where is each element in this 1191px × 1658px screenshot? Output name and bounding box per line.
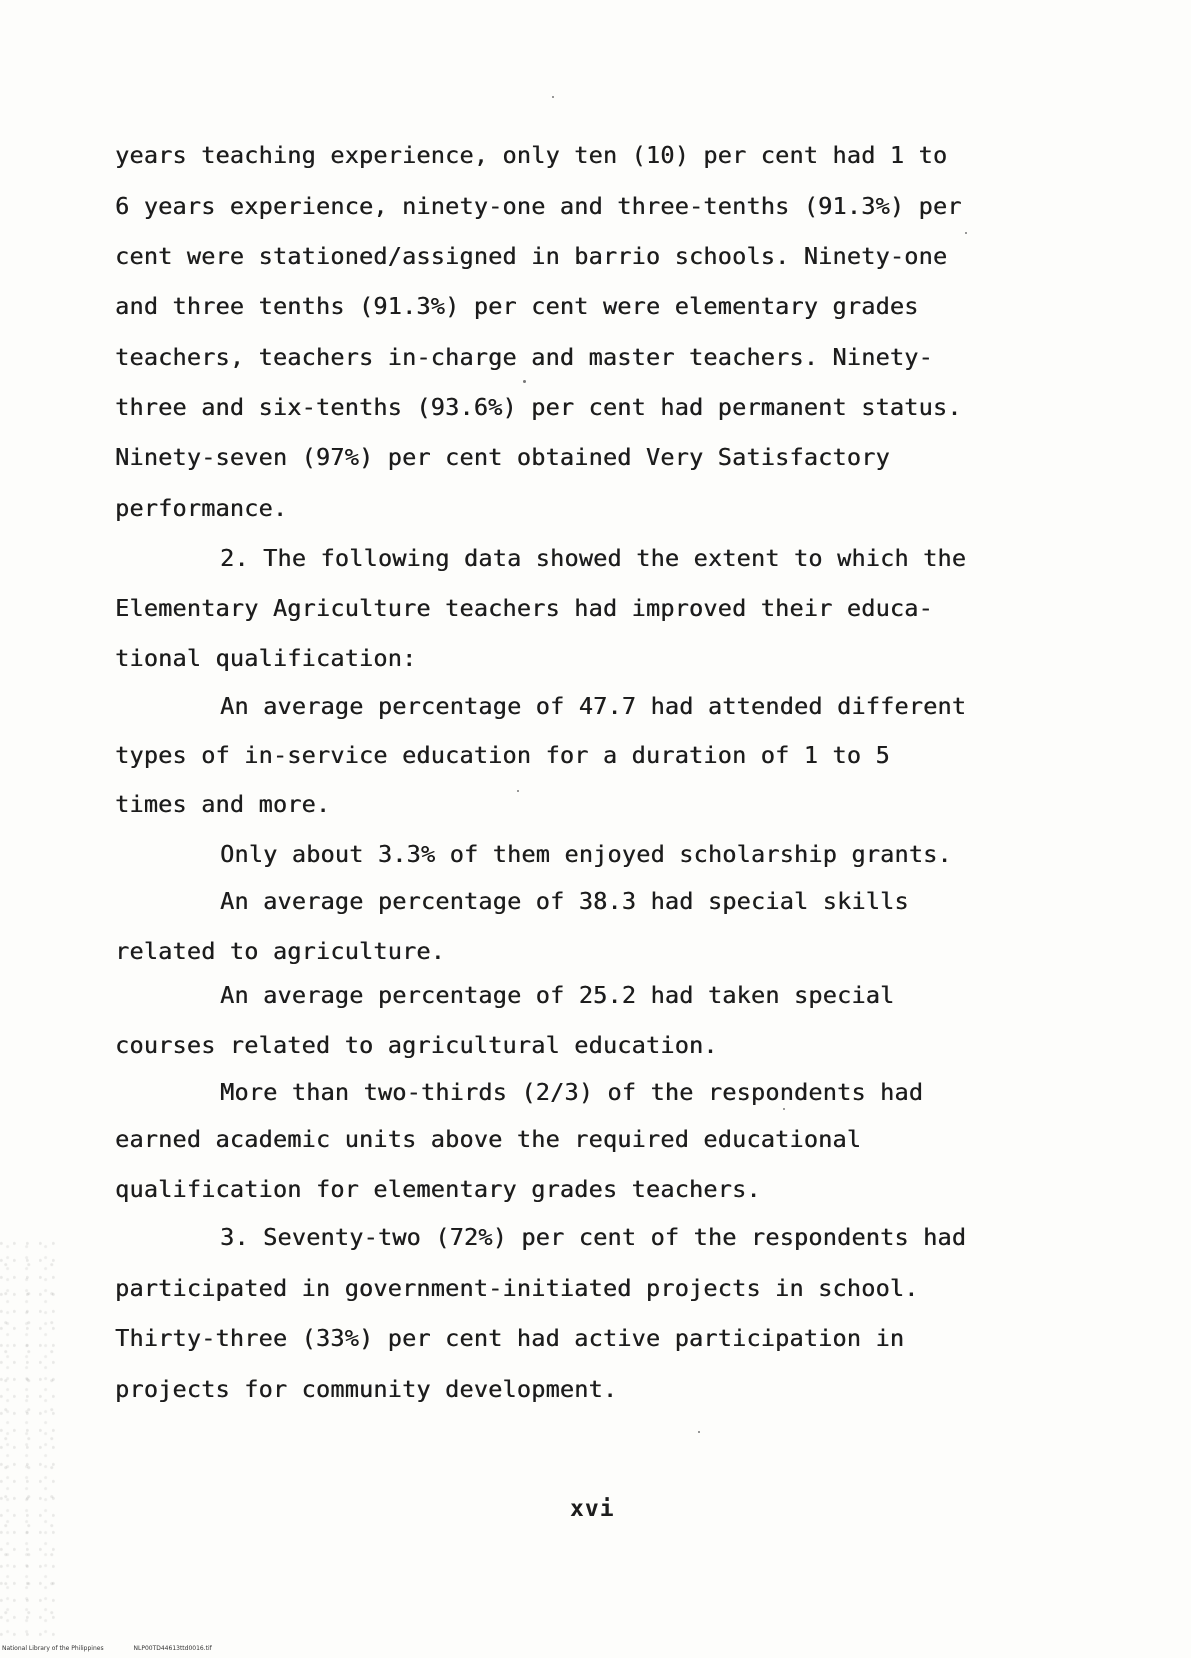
text-line: More than two-thirds (2/3) of the respondents had — [220, 1078, 924, 1106]
text-line: earned academic units above the required educational — [115, 1125, 862, 1153]
text-line: projects for community development. — [115, 1375, 618, 1403]
text-line: times and more. — [115, 790, 331, 818]
page-number: xvi — [570, 1496, 615, 1522]
text-line: performance. — [115, 494, 288, 522]
scan-speck — [783, 1108, 785, 1110]
text-line: Only about 3.3% of them enjoyed scholarship grants. — [220, 840, 952, 868]
text-line: years teaching experience, only ten (10) per cent had 1 to — [115, 141, 948, 169]
scan-speck — [965, 232, 967, 234]
text-line: Thirty-three (33%) per cent had active participation in — [115, 1324, 905, 1352]
text-line: three and six-tenths (93.6%) per cent had permanent status. — [115, 393, 962, 421]
text-line: An average percentage of 47.7 had attended different — [220, 692, 967, 720]
footer-file-id: NLP00TD44613ttd0016.tif — [133, 1645, 212, 1652]
text-line: and three tenths (91.3%) per cent were elementary grades — [115, 292, 919, 320]
text-line: related to agriculture. — [115, 937, 446, 965]
footer-library: National Library of the Philippines — [2, 1645, 104, 1652]
text-line: 2. The following data showed the extent to which the — [220, 544, 967, 572]
text-line: participated in government-initiated projects in school. — [115, 1274, 919, 1302]
text-line: tional qualification: — [115, 644, 417, 672]
text-line: 3. Seventy-two (72%) per cent of the respondents had — [220, 1223, 967, 1251]
text-line: An average percentage of 25.2 had taken special — [220, 981, 895, 1009]
scan-speck — [698, 1431, 700, 1433]
text-line: qualification for elementary grades teachers. — [115, 1175, 761, 1203]
scan-speck — [517, 790, 519, 792]
text-line: teachers, teachers in-charge and master teachers. Ninety- — [115, 343, 933, 371]
text-line: types of in-service education for a duration of 1 to 5 — [115, 741, 890, 769]
scan-speck — [552, 96, 554, 98]
scan-footer — [2, 1645, 240, 1652]
text-line: Elementary Agriculture teachers had improved their educa- — [115, 594, 933, 622]
text-line: courses related to agricultural education. — [115, 1031, 718, 1059]
text-line: Ninety-seven (97%) per cent obtained Very Satisfactory — [115, 443, 890, 471]
text-line: An average percentage of 38.3 had special skills — [220, 887, 909, 915]
scan-speck — [523, 380, 526, 383]
text-line: cent were stationed/assigned in barrio schools. Ninety-one — [115, 242, 948, 270]
scan-edge-noise — [0, 1240, 60, 1640]
text-line: 6 years experience, ninety-one and three-tenths (91.3%) per — [115, 192, 962, 220]
